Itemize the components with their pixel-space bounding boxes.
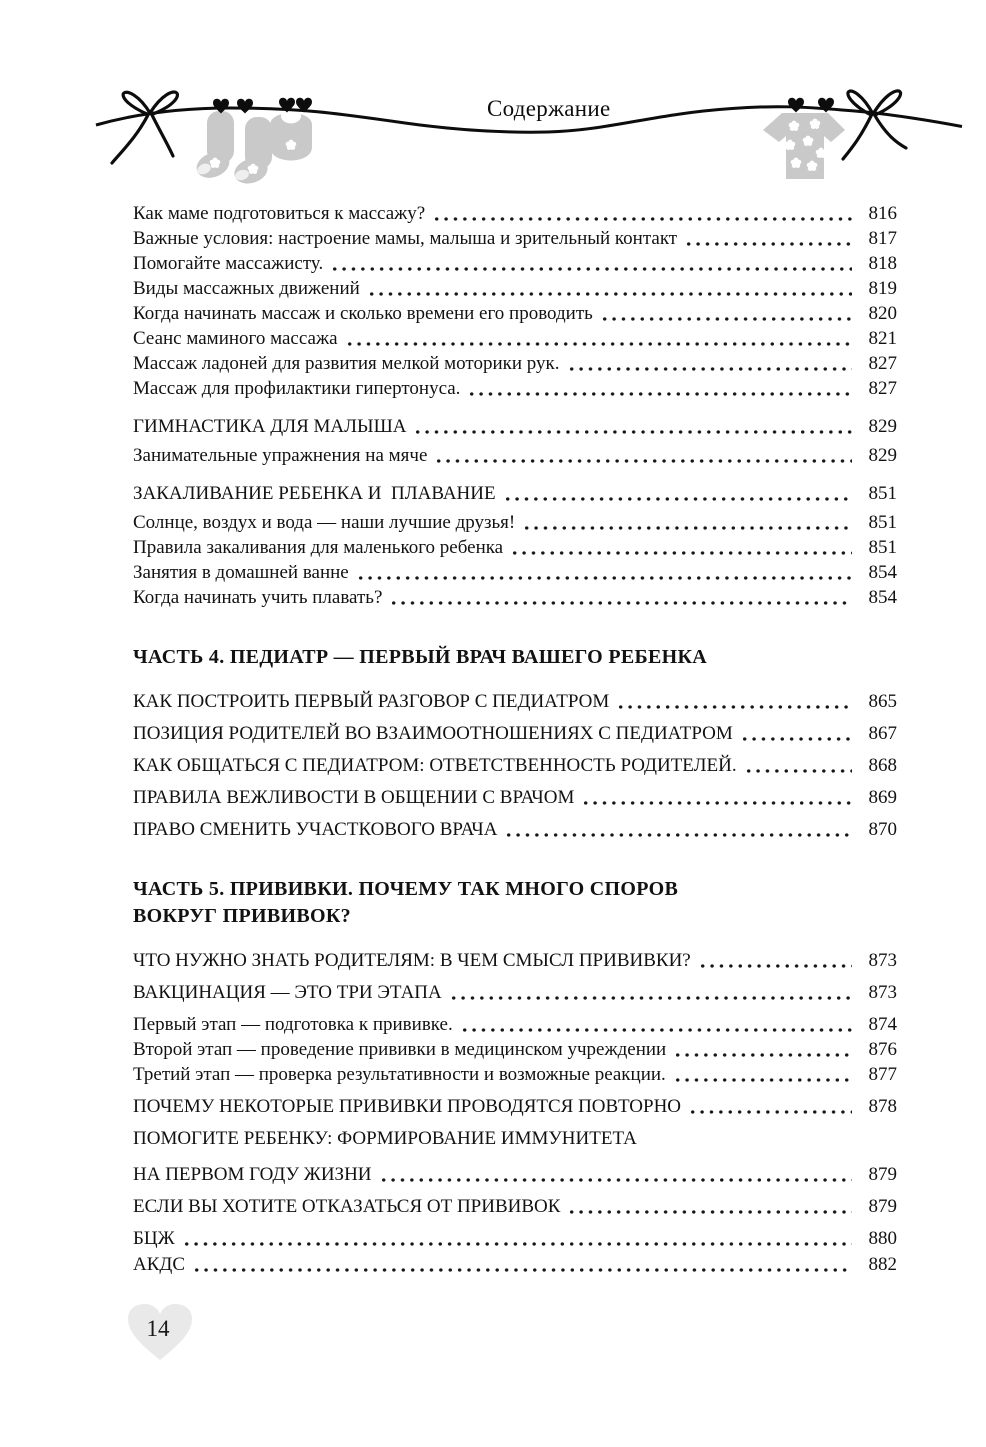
page-number: 882 bbox=[868, 1253, 897, 1275]
page-number: 854 bbox=[868, 562, 897, 583]
toc-entry-title: АКДС bbox=[133, 1253, 186, 1275]
dot-leader bbox=[567, 351, 852, 376]
toc-entry-title: Занимательные упражнения на мяче bbox=[133, 445, 428, 466]
dot-leader bbox=[330, 251, 852, 276]
dot-leader bbox=[581, 785, 852, 810]
bib-icon bbox=[270, 109, 312, 161]
dot-leader bbox=[600, 301, 852, 326]
page-number: 829 bbox=[868, 416, 897, 437]
dot-leader bbox=[698, 948, 852, 973]
toc-entry bbox=[133, 1037, 897, 1062]
toc-entry bbox=[133, 376, 897, 401]
page-number: 873 bbox=[868, 981, 897, 1003]
dot-leader bbox=[345, 326, 852, 351]
dot-leader bbox=[413, 414, 852, 439]
page-number: 818 bbox=[868, 253, 897, 274]
page-number: 827 bbox=[868, 378, 897, 399]
page-number: 820 bbox=[868, 303, 897, 324]
toc-entry-title: ПОЧЕМУ НЕКОТОРЫЕ ПРИВИВКИ ПРОВОДЯТСЯ ПОВТОРНО bbox=[133, 1095, 682, 1117]
part-heading-line: ЧАСТЬ 5. ПРИВИВКИ. ПОЧЕМУ ТАК МНОГО СПОРОВ bbox=[133, 877, 679, 900]
toc-entry-title: Занятия в домашней ванне bbox=[133, 562, 349, 583]
toc-entry bbox=[133, 251, 897, 276]
toc-entry-title: ВАКЦИНАЦИЯ — ЭТО ТРИ ЭТАПА bbox=[133, 981, 442, 1003]
toc-entry-title: Массаж ладоней для развития мелкой моторики рук. bbox=[133, 353, 560, 374]
toc-entry-title: Массаж для профилактики гипертонуса. bbox=[133, 378, 461, 399]
socks-icon bbox=[193, 111, 272, 188]
toc-entry bbox=[133, 1162, 897, 1187]
page-number: 829 bbox=[868, 445, 897, 466]
page-number: 851 bbox=[868, 537, 897, 558]
dot-leader bbox=[503, 481, 852, 506]
toc-entry-title: ЕСЛИ ВЫ ХОТИТЕ ОТКАЗАТЬСЯ ОТ ПРИВИВОК bbox=[133, 1195, 561, 1217]
part-heading-line: ВОКРУГ ПРИВИВОК? bbox=[133, 905, 351, 927]
toc-entry-title: ПОЗИЦИЯ РОДИТЕЛЕЙ ВО ВЗАИМООТНОШЕНИЯХ С ПЕДИАТРОМ bbox=[133, 722, 733, 744]
dot-leader bbox=[740, 721, 852, 746]
toc-entry-title: НА ПЕРВОМ ГОДУ ЖИЗНИ bbox=[133, 1163, 372, 1185]
page-number: 819 bbox=[868, 278, 897, 299]
dot-leader bbox=[522, 510, 852, 535]
toc-entry bbox=[133, 1252, 897, 1277]
page-number: 821 bbox=[868, 328, 897, 349]
dot-leader bbox=[367, 276, 852, 301]
dot-leader bbox=[504, 817, 852, 842]
bow-icon-right bbox=[843, 91, 906, 159]
page-number: 865 bbox=[868, 690, 897, 712]
toc-entry-title: Второй этап — проведение прививки в медицинском учреждении bbox=[133, 1038, 667, 1060]
toc-entry-title: ПРАВО СМЕНИТЬ УЧАСТКОВОГО ВРАЧА bbox=[133, 818, 498, 840]
page-number: 880 bbox=[868, 1227, 897, 1249]
bow-icon-left bbox=[112, 92, 177, 163]
page-number: 879 bbox=[868, 1195, 897, 1217]
toc-entry-title: ПРАВИЛА ВЕЖЛИВОСТИ В ОБЩЕНИИ С ВРАЧОМ bbox=[133, 786, 575, 808]
toc-entry bbox=[133, 326, 897, 351]
dot-leader bbox=[449, 980, 852, 1005]
toc-entry-title: Первый этап — подготовка к прививке. bbox=[133, 1013, 453, 1035]
toc-entry bbox=[133, 301, 897, 326]
toc-entry bbox=[133, 481, 897, 506]
toc-entry bbox=[133, 351, 897, 376]
page-number: 879 bbox=[868, 1163, 897, 1185]
page-number: 817 bbox=[868, 228, 897, 249]
toc-entry-title: Когда начинать массаж и сколько времени его проводить bbox=[133, 303, 593, 324]
toc-entry-title: Важные условия: настроение мамы, малыша и зрительный контакт bbox=[133, 228, 678, 249]
dot-leader bbox=[432, 201, 852, 226]
toc-entry-title: ПОМОГИТЕ РЕБЕНКУ: ФОРМИРОВАНИЕ ИММУНИТЕТА bbox=[133, 1127, 637, 1149]
toc-entry bbox=[133, 1094, 897, 1119]
toc-entry bbox=[133, 443, 897, 468]
toc-entry bbox=[133, 1226, 897, 1251]
dot-leader bbox=[684, 226, 852, 251]
page-number: 868 bbox=[868, 754, 897, 776]
toc-entry bbox=[133, 721, 897, 746]
toc-list bbox=[133, 201, 897, 1278]
dot-leader bbox=[356, 560, 852, 585]
toc-entry bbox=[133, 226, 897, 251]
toc-entry-title: Виды массажных движений bbox=[133, 278, 360, 299]
toc-entry bbox=[133, 689, 897, 714]
toc-entry bbox=[133, 948, 897, 973]
toc-entry-title: КАК ПОСТРОИТЬ ПЕРВЫЙ РАЗГОВОР С ПЕДИАТРОМ bbox=[133, 690, 610, 712]
toc-entry bbox=[133, 1012, 897, 1037]
toc-entry-title: БЦЖ bbox=[133, 1227, 175, 1249]
part-heading-line: ЧАСТЬ 4. ПЕДИАТР — ПЕРВЫЙ ВРАЧ ВАШЕГО РЕБЕНКА bbox=[133, 646, 708, 668]
toc-entry bbox=[133, 585, 897, 610]
page-number-heart bbox=[124, 1300, 196, 1366]
toc-entry bbox=[133, 276, 897, 301]
page-number: 869 bbox=[868, 786, 897, 808]
toc-entry bbox=[133, 817, 897, 842]
dot-leader bbox=[673, 1062, 852, 1087]
page-number: 876 bbox=[868, 1038, 897, 1060]
toc-entry-title: Сеанс маминого массажа bbox=[133, 328, 338, 349]
toc-entry-title: ЗАКАЛИВАНИЕ РЕБЕНКА И ПЛАВАНИЕ bbox=[133, 483, 496, 504]
toc-entry-title: Когда начинать учить плавать? bbox=[133, 587, 383, 608]
toc-entry bbox=[133, 785, 897, 810]
shirt-icon bbox=[763, 113, 845, 179]
page-number: 854 bbox=[868, 587, 897, 608]
toc-entry bbox=[133, 201, 897, 226]
toc-entry bbox=[133, 1194, 897, 1219]
page-number: 816 bbox=[868, 203, 897, 224]
toc-entry bbox=[133, 560, 897, 585]
dot-leader bbox=[688, 1094, 852, 1119]
toc-entry-title: Солнце, воздух и вода — наши лучшие друзья! bbox=[133, 512, 516, 533]
toc-entry bbox=[133, 535, 897, 560]
dot-leader bbox=[192, 1252, 852, 1277]
toc-header bbox=[0, 85, 986, 220]
dot-leader bbox=[460, 1012, 852, 1037]
page-number: 14 bbox=[146, 1316, 170, 1341]
toc-entry-title: ГИМНАСТИКА ДЛЯ МАЛЫША bbox=[133, 416, 407, 437]
page-number: 851 bbox=[868, 512, 897, 533]
toc-entry-firstline bbox=[133, 1126, 897, 1151]
dot-leader bbox=[567, 1194, 852, 1219]
dot-leader bbox=[467, 376, 852, 401]
page-number: 851 bbox=[868, 483, 897, 504]
toc-entry bbox=[133, 753, 897, 778]
toc-entry-title: ЧТО НУЖНО ЗНАТЬ РОДИТЕЛЯМ: В ЧЕМ СМЫСЛ ПРИВИВКИ? bbox=[133, 949, 691, 971]
toc-entry-title: Помогайте массажисту. bbox=[133, 253, 324, 274]
toc-entry-title: Правила закаливания для маленького ребенка bbox=[133, 537, 504, 558]
toc-entry bbox=[133, 414, 897, 439]
dot-leader bbox=[389, 585, 852, 610]
toc-entry bbox=[133, 510, 897, 535]
dot-leader bbox=[616, 689, 852, 714]
dot-leader bbox=[510, 535, 852, 560]
toc-entry-title: Третий этап — проверка результативности и возможные реакции. bbox=[133, 1063, 666, 1085]
page-number: 867 bbox=[868, 722, 897, 744]
dot-leader bbox=[434, 443, 852, 468]
page-number: 878 bbox=[868, 1095, 897, 1117]
page-number: 870 bbox=[868, 818, 897, 840]
page-title: Содержание bbox=[487, 96, 611, 121]
toc-entry-title: Как маме подготовиться к массажу? bbox=[133, 203, 426, 224]
part-heading bbox=[133, 644, 897, 672]
dot-leader bbox=[182, 1226, 852, 1251]
page-number: 874 bbox=[868, 1013, 897, 1035]
page-number: 873 bbox=[868, 949, 897, 971]
toc-entry bbox=[133, 1062, 897, 1087]
toc-entry-title: КАК ОБЩАТЬСЯ С ПЕДИАТРОМ: ОТВЕТСТВЕННОСТЬ РОДИТЕЛЕЙ. bbox=[133, 754, 737, 776]
dot-leader bbox=[379, 1162, 852, 1187]
dot-leader bbox=[673, 1037, 852, 1062]
page-number: 877 bbox=[868, 1063, 897, 1085]
part-heading bbox=[133, 876, 897, 931]
dot-leader bbox=[744, 753, 852, 778]
page-number: 827 bbox=[868, 353, 897, 374]
toc-entry bbox=[133, 980, 897, 1005]
